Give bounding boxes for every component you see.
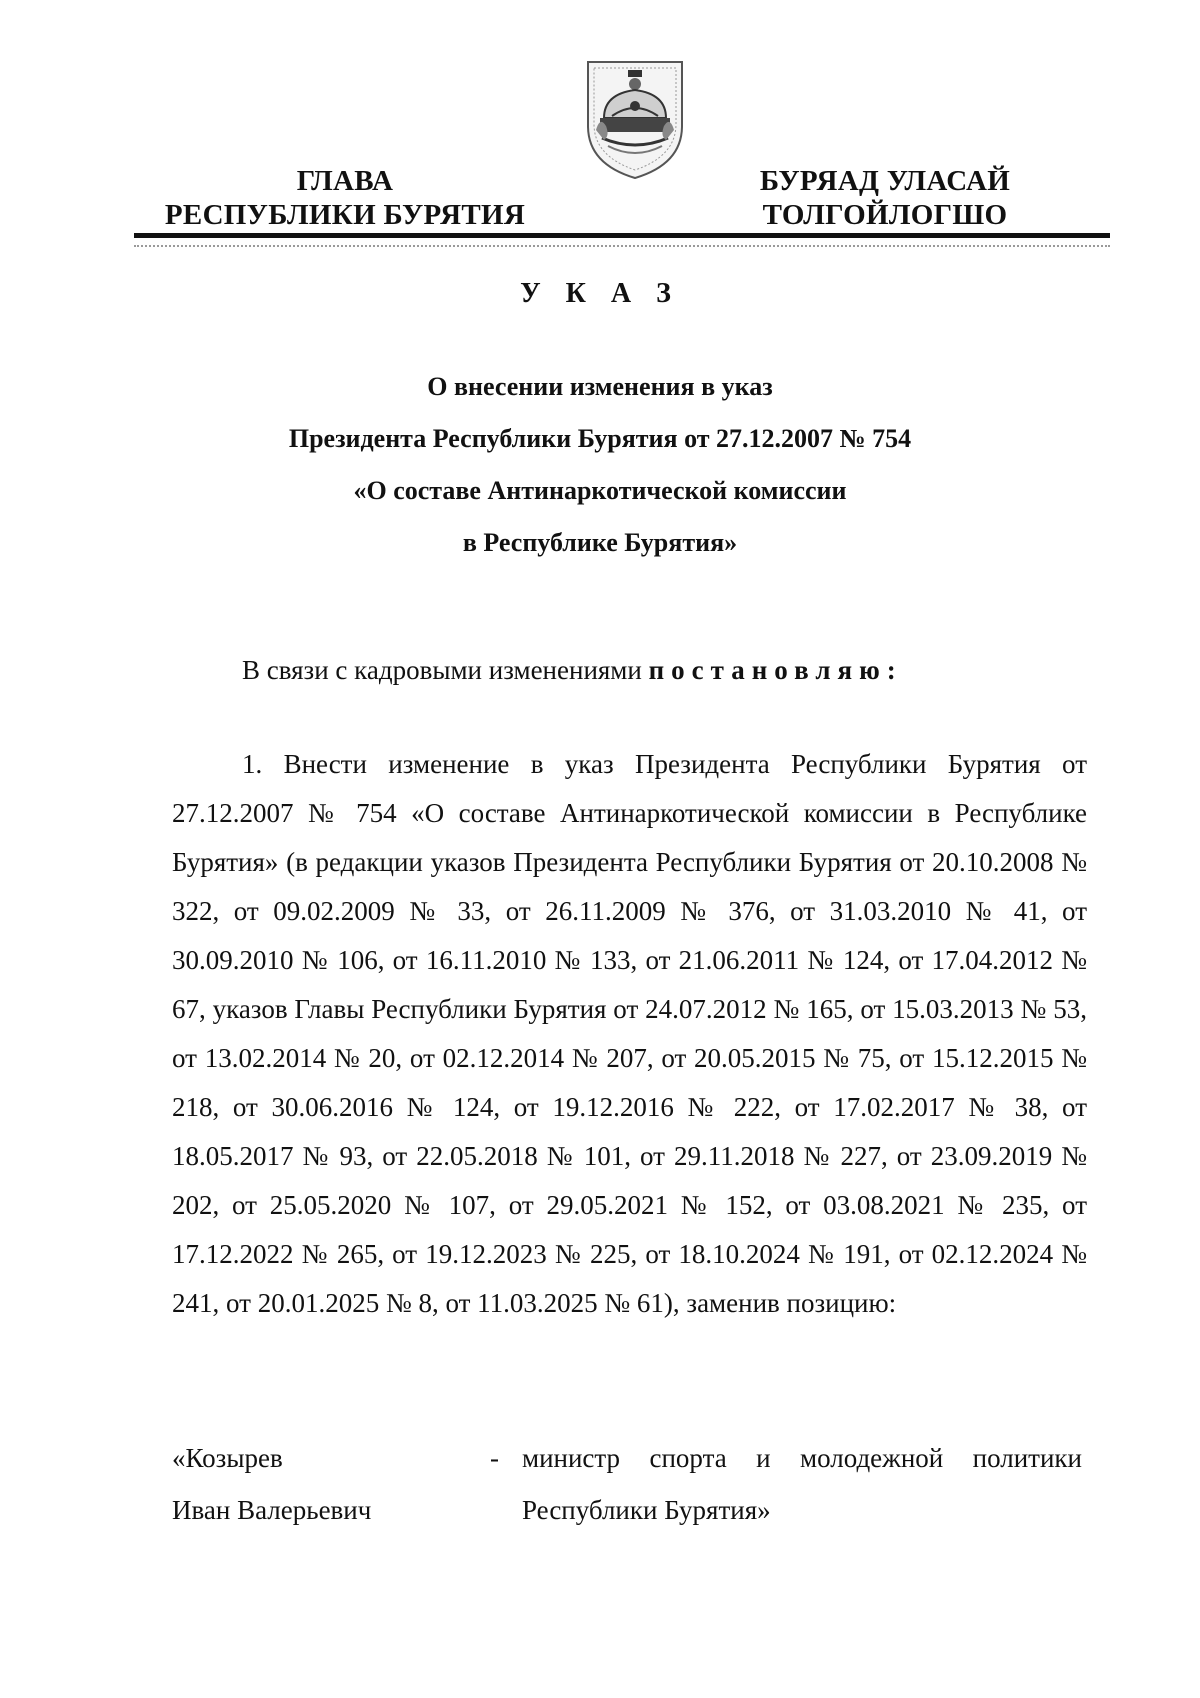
position-name-line1: «Козырев [172,1443,283,1473]
header-divider-thick [134,233,1110,238]
title-line-4: в Республике Бурятия» [462,528,738,557]
document-title [150,361,1050,569]
header-left-title [150,164,540,232]
header-left-line2: РЕСПУБЛИКИ БУРЯТИЯ [164,199,526,231]
document-type: У К А З [520,278,680,309]
coat-of-arms-icon [582,56,688,182]
title-line-3: «О составе Антинаркотической комиссии [353,476,847,505]
header-right-line2: ТОЛГОЙЛОГШО [762,199,1008,231]
paragraph-1: 1. Внести изменение в указ Президента Республики Бурятия от 27.12.2007 № 754 «О составе Антинаркотической комиссии в Республике Бурятия» (в редакции указов Президента Республики Бурятия от 20.10.2008 № 322, от 09.02.2009 № 33, от 26.11.2009 № 376, от 31.03.2010 № 41, от 30.09.2010 № 106, от 16.11.2010 № 133, от 21.06.2011 № 124, от 17.04.2012 № 67, указов Главы Республики Бурятия от 24.07.2012 № 165, от 15.03.2013 № 53, от 13.02.2014 № 20, от 02.12.2014 № 207, от 20.05.2015 № 75, от 15.12.2015 № 218, от 30.06.2016 № 124, от 19.12.2016 № 222, от 17.02.2017 № 38, от 18.05.2017 № 93, от 22.05.2018 № 101, от 29.11.2018 № 227, от 23.09.2019 № 202, от 25.05.2020 № 107, от 29.05.2021 № 152, от 03.08.2021 № 235, от 17.12.2022 № 265, от 19.12.2023 № 225, от 18.10.2024 № 191, от 02.12.2024 № 241, от 20.01.2025 № 8, от 11.03.2025 № 61), заменив позицию: [172,749,1087,1318]
header-left-line1: ГЛАВА [296,165,394,197]
header-right-line1: БУРЯАД УЛАСАЙ [759,165,1011,197]
position-role [522,1432,1082,1536]
header-divider-thin [134,245,1110,247]
decree-word: постановляю: [648,655,903,685]
title-line-1: О внесении изменения в указ [427,372,773,401]
position-name [172,1432,492,1536]
preamble-text: В связи с кадровыми изменениями [242,655,649,685]
position-role-line2: Республики Бурятия» [522,1495,771,1525]
header-right-title [720,164,1050,232]
preamble [242,655,903,686]
position-name-line2: Иван Валерьевич [172,1495,372,1525]
position-dash: - [490,1443,499,1473]
title-line-2: Президента Республики Бурятия от 27.12.2007 № 754 [288,424,912,453]
position-role-line1: министр спорта и молодежной политики [522,1443,1082,1473]
